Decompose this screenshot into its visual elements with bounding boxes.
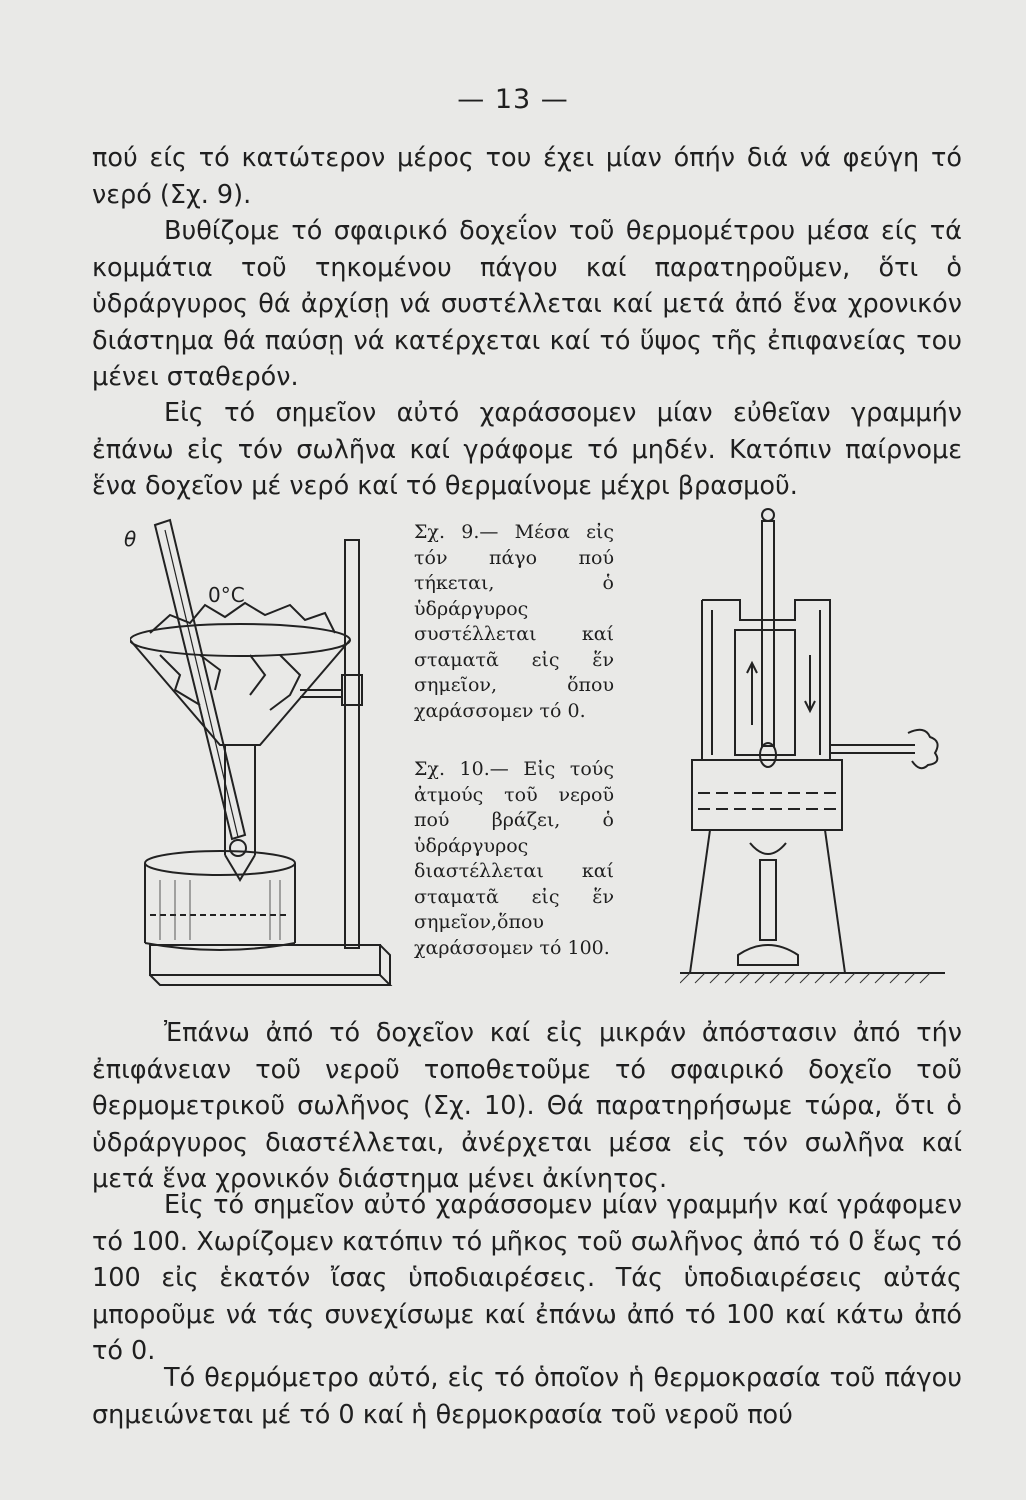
figure-10-boiling-apparatus bbox=[680, 505, 950, 990]
figure-9-caption: Σχ. 9.— Μέσα εἰς τόν πάγο πού τήκεται, ὁ ὑδράργυρος συστέλλεται καί σταματᾶ εἰς ἕν σημεῖον, ὅπου χαράσσομεν τό 0. bbox=[414, 521, 614, 722]
page-number: — 13 — bbox=[457, 84, 569, 115]
paragraph-immerse-thermometer: Βυθίζομε τό σφαιρικό δοχεΐον τοῦ θερμομέτρου μέσα είς τά κομμάτια τοῦ τηκομένου πάγου καί παρατηροῦμεν, ὅτι ὁ ὑδράργυρος θά ἀρχίσῃ νά συστέλλεται καί μετά ἀπό ἕνα χρονικόν διάστημα θά παύσῃ νά κατέρχεται καί τό ὕψος τῆς ἐπιφανείας του μένει σταθερόν. bbox=[92, 216, 962, 392]
figure-10-drawing bbox=[680, 505, 950, 990]
figure-9-theta-label: θ bbox=[124, 527, 137, 551]
paragraph-thermometer-conclusion: Τό θερμόμετρο αὐτό, εἰς τό ὁποῖον ἡ θερμοκρασία τοῦ πάγου σημειώνεται μέ τό 0 καί ἡ θερμοκρασία τοῦ νεροῦ πού bbox=[92, 1363, 962, 1430]
figure-10-caption: Σχ. 10.— Εἰς τούς ἀτμούς τοῦ νεροῦ πού βράζει, ὁ ὑδράργυρος διαστέλλεται καί σταματᾶ εἰς ἕν σημεῖον,ὅπου χαράσσομεν τό 100. bbox=[414, 758, 614, 959]
paragraph-mark-hundred: Εἰς τό σημεῖον αὐτό χαράσσομεν μίαν γραμμήν καί γράφομεν τό 100. Χωρίζομεν κατόπιν τό μῆκος τοῦ σωλῆνος ἀπό τό 0 ἕως τό 100 εἰς ἑκατόν ἴσας ὑποδιαιρέσεις. Τάς ὑποδιαιρέσεις αὐτάς μποροῦμε νά τάς συνεχίσωμε καί ἐπάνω ἀπό τό 100 καί κάτω ἀπό τό 0. bbox=[92, 1190, 962, 1366]
paragraph-continuation: πού είς τό κατώτερον μέρος του έχει μίαν όπήν διά νά φεύγη τό νερό (Σχ. 9). bbox=[92, 143, 962, 210]
paragraph-steam-heating: Ἐπάνω ἀπό τό δοχεῖον καί εἰς μικράν ἀπόστασιν ἀπό τήν ἐπιφάνειαν τοῦ νεροῦ τοποθετοῦμε τό σφαιρικό δοχεῖο τοῦ θερμομετρικοῦ σωλῆνος (Σχ. 10). Θά παρατηρήσωμε τώρα, ὅτι ὁ ὑδράργυρος διαστέλλεται, ἀνέρχεται μέσα εἰς τόν σωλῆνα καί μετά ἕνα χρονικόν διάστημα μένει ἀκίνητος. bbox=[92, 1018, 962, 1194]
figure-9-ice-funnel bbox=[124, 505, 420, 995]
paragraph-mark-zero: Εἰς τό σημεῖον αὐτό χαράσσομεν μίαν εὐθεῖαν γραμμήν ἐπάνω εἰς τόν σωλῆνα καί γράφομε τό μηδέν. Κατόπιν παίρνομε ἕνα δοχεῖον μέ νερό καί τό θερμαίνομε μέχρι βρασμοῦ. bbox=[92, 398, 962, 501]
figure-9-zero-label: 0°C bbox=[208, 583, 245, 607]
figure-9-drawing bbox=[130, 505, 420, 995]
